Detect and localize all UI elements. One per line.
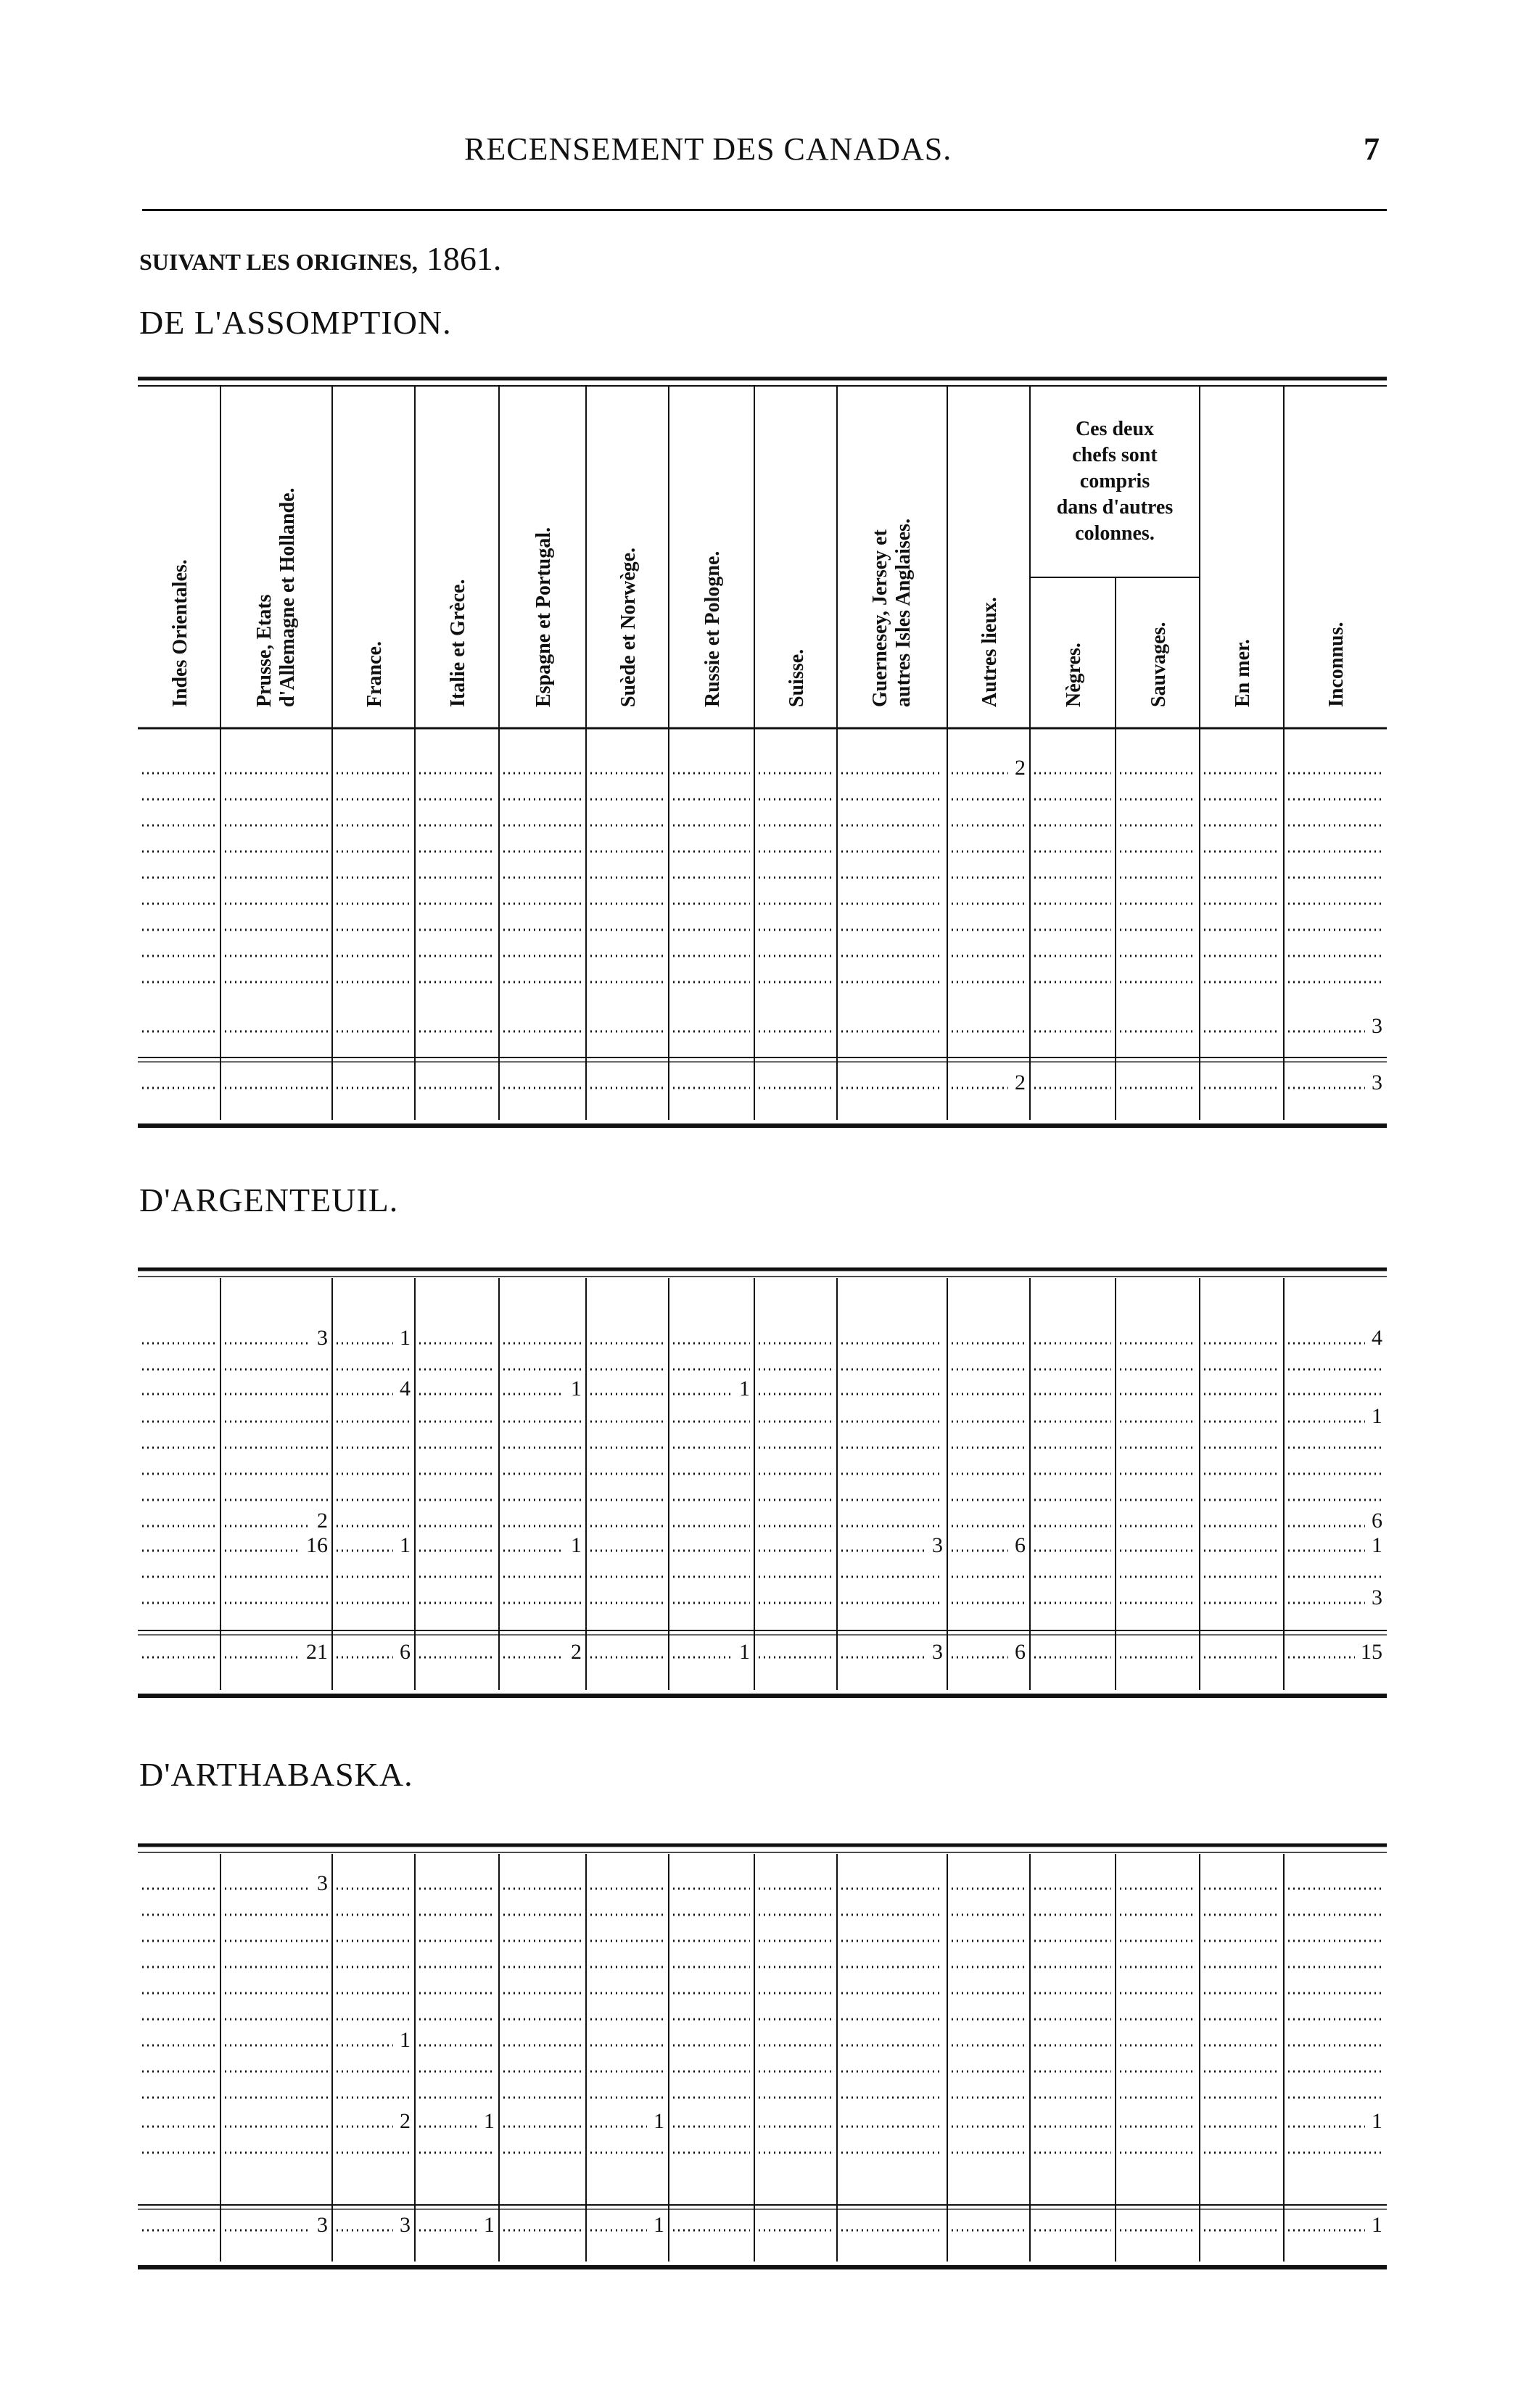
cell-value: 16 <box>306 1533 328 1557</box>
cell-value: 1 <box>654 2109 664 2133</box>
column-header-label: France. <box>363 641 386 707</box>
cell-value: 1 <box>1372 1404 1382 1428</box>
group-header-text: Ces deux <box>1075 418 1155 440</box>
cell-value: 1 <box>400 2028 411 2052</box>
total-value: 15 <box>1361 1640 1382 1664</box>
column-header-label: Sauvages. <box>1147 622 1170 707</box>
group-header-text: chefs sont <box>1072 444 1158 466</box>
cell-value: 3 <box>1372 1014 1382 1038</box>
column-header-label: Indes Orientales. <box>169 559 191 707</box>
cell-value: 1 <box>484 2109 495 2133</box>
cell-value: 1 <box>739 1377 750 1401</box>
section-title-assomption: DE L'ASSOMPTION. <box>139 304 452 341</box>
column-header-label: d'Allemagne et Hollande. <box>276 487 299 707</box>
column-header-label: Inconnus. <box>1325 622 1348 707</box>
total-value: 1 <box>739 1640 750 1664</box>
total-value: 1 <box>654 2213 664 2237</box>
cell-value: 1 <box>1372 2109 1382 2133</box>
cell-value: 1 <box>571 1377 582 1401</box>
total-value: 6 <box>1015 1640 1026 1664</box>
group-header-text: dans d'autres <box>1056 496 1174 519</box>
total-value: 3 <box>932 1640 943 1664</box>
total-value: 3 <box>317 2213 328 2237</box>
cell-value: 2 <box>317 1509 328 1533</box>
column-header-label: Italie et Grèce. <box>447 579 469 707</box>
cell-value: 1 <box>571 1533 582 1557</box>
column-header-label: En mer. <box>1232 639 1254 707</box>
cell-value: 4 <box>1372 1326 1382 1350</box>
total-value: 1 <box>1372 2213 1382 2237</box>
column-header-label: Prusse, Etats <box>253 594 276 707</box>
column-header-label: Russie et Pologne. <box>701 551 724 707</box>
cell-value: 2 <box>400 2109 411 2133</box>
cell-value: 3 <box>1372 1586 1382 1609</box>
page-number: 7 <box>1364 131 1380 167</box>
column-header-label: Nègres. <box>1063 643 1085 707</box>
cell-value: 6 <box>1372 1509 1382 1533</box>
cell-value: 4 <box>400 1377 411 1401</box>
total-value: 2 <box>1015 1071 1026 1094</box>
cell-value: 3 <box>932 1533 943 1557</box>
total-value: 21 <box>306 1640 328 1664</box>
total-value: 3 <box>1372 1071 1382 1094</box>
total-value: 2 <box>571 1640 582 1664</box>
group-header-text: compris <box>1079 470 1150 492</box>
group-header-text: colonnes. <box>1075 522 1155 545</box>
total-value: 1 <box>484 2213 495 2237</box>
cell-value: 2 <box>1015 756 1026 780</box>
total-value: 3 <box>400 2213 411 2237</box>
cell-value: 3 <box>317 1326 328 1350</box>
subtitle-year: 1861. <box>426 240 502 277</box>
column-header-label: autres Isles Anglaises. <box>892 518 915 707</box>
section-title-arthabaska: D'ARTHABASKA. <box>139 1756 413 1793</box>
cell-value: 1 <box>400 1533 411 1557</box>
total-value: 6 <box>400 1640 411 1664</box>
column-header-label: Guernesey, Jersey et <box>869 529 891 707</box>
column-header-label: Suisse. <box>786 648 808 707</box>
column-header-label: Suède et Norwège. <box>617 547 640 707</box>
section-title-argenteuil: D'ARGENTEUIL. <box>139 1182 399 1219</box>
cell-value: 1 <box>1372 1533 1382 1557</box>
running-head: RECENSEMENT DES CANADAS. <box>464 131 952 167</box>
column-header-label: Espagne et Portugal. <box>532 527 555 707</box>
subtitle-lead: SUIVANT LES ORIGINES, <box>139 249 418 275</box>
cell-value: 6 <box>1015 1533 1026 1557</box>
cell-value: 1 <box>400 1326 411 1350</box>
column-header-label: Autres lieux. <box>978 597 1001 707</box>
cell-value: 3 <box>317 1871 328 1895</box>
